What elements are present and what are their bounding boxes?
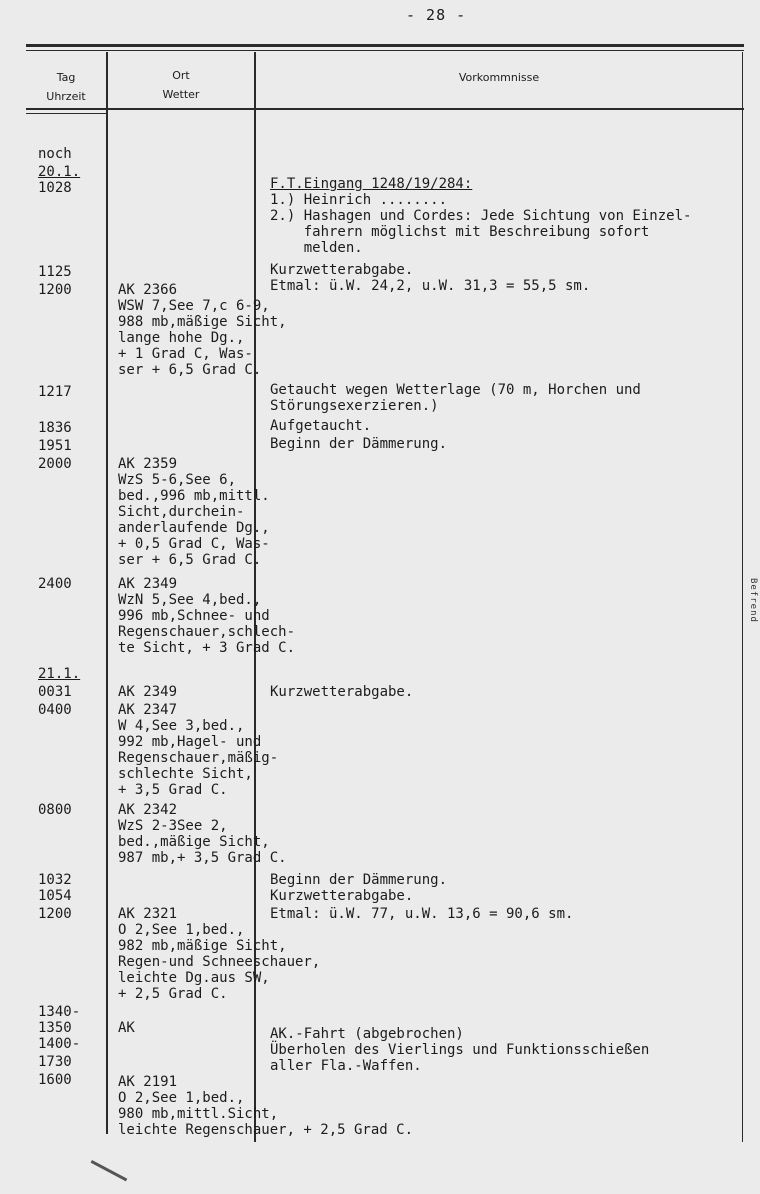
log-time: 1032 (38, 872, 72, 888)
log-weather-line: leichte Regenschauer, + 2,5 Grad C. (118, 1122, 414, 1138)
log-weather-line: 992 mb,Hagel- und (118, 734, 262, 750)
log-weather-line: AK 2347 (118, 702, 178, 718)
log-weather-line: AK 2191 (118, 1074, 178, 1090)
log-event-line: Beginn der Dämmerung. (270, 436, 448, 452)
log-time: 1400- (38, 1036, 81, 1052)
log-weather-line: WSW 7,See 7,c 6-9, (118, 298, 270, 314)
log-event-line: AK.-Fahrt (abgebrochen) (270, 1026, 464, 1042)
column-divider-1 (106, 52, 108, 1134)
log-time: 1125 (38, 264, 72, 280)
log-time: 21.1. (38, 666, 81, 682)
header-day-time: Tag Uhrzeit (46, 71, 86, 103)
page-number: - 28 - (406, 6, 467, 24)
log-weather-line: AK 2349 (118, 576, 178, 592)
log-weather-line: WzS 5-6,See 6, (118, 472, 237, 488)
log-weather-line: AK 2366 (118, 282, 178, 298)
log-event-line: Störungsexerzieren.) (270, 398, 439, 414)
log-weather-line: ser + 6,5 Grad C. (118, 362, 262, 378)
log-weather-line: AK 2349 (118, 684, 178, 700)
log-event-line: aller Fla.-Waffen. (270, 1058, 422, 1074)
log-time: 1217 (38, 384, 72, 400)
log-event-line: 2.) Hashagen und Cordes: Jede Sichtung von Einzel- (270, 208, 692, 224)
log-weather-line: ser + 6,5 Grad C. (118, 552, 262, 568)
top-rule (26, 44, 744, 47)
margin-note: Befrend (748, 578, 758, 623)
log-event-line: 1.) Heinrich ........ (270, 192, 448, 208)
log-weather-line: + 3,5 Grad C. (118, 782, 228, 798)
column-divider-right (742, 52, 743, 1142)
log-weather-line: leichte Dg.aus SW, (118, 970, 270, 986)
log-weather-line: Regenschauer,schlech- (118, 624, 296, 640)
log-weather-line: Regenschauer,mäßig- (118, 750, 279, 766)
log-event-line: Aufgetaucht. (270, 418, 372, 434)
log-event-line: Kurzwetterabgabe. (270, 684, 414, 700)
log-event-line: Etmal: ü.W. 77, u.W. 13,6 = 90,6 sm. (270, 906, 574, 922)
log-time: 0031 (38, 684, 72, 700)
log-weather-line: Sicht,durchein- (118, 504, 245, 520)
log-weather-line: W 4,See 3,bed., (118, 718, 245, 734)
log-weather-line: AK 2342 (118, 802, 178, 818)
log-event-line: F.T.Eingang 1248/19/284: (270, 176, 473, 192)
top-rule-thin (26, 50, 744, 51)
log-weather-line: WzS 2-3See 2, (118, 818, 228, 834)
log-weather-line: 996 mb,Schnee- und (118, 608, 270, 624)
log-weather-line: WzN 5,See 4,bed., (118, 592, 262, 608)
log-weather-line: AK (118, 1020, 135, 1036)
header-rule-thin (26, 113, 106, 114)
log-time: 1028 (38, 180, 72, 196)
log-weather-line: lange hohe Dg., (118, 330, 245, 346)
log-time: noch (38, 146, 72, 162)
log-weather-line: 982 mb,mäßige Sicht, (118, 938, 287, 954)
log-event-line: Kurzwetterabgabe. (270, 262, 414, 278)
log-weather-line: 988 mb,mäßige Sicht, (118, 314, 287, 330)
log-event-line: Getaucht wegen Wetterlage (70 m, Horchen und (270, 382, 641, 398)
log-time: 1200 (38, 282, 72, 298)
log-time: 1054 (38, 888, 72, 904)
log-weather-line: O 2,See 1,bed., (118, 1090, 245, 1106)
log-weather-line: + 1 Grad C, Was- (118, 346, 253, 362)
log-weather-line: schlechte Sicht, (118, 766, 253, 782)
log-time: 1340- (38, 1004, 81, 1020)
log-time: 1951 (38, 438, 72, 454)
log-weather-line: 980 mb,mittl.Sicht, (118, 1106, 279, 1122)
log-time: 0800 (38, 802, 72, 818)
log-weather-line: te Sicht, + 3 Grad C. (118, 640, 296, 656)
log-time: 1836 (38, 420, 72, 436)
log-weather-line: bed.,996 mb,mittl. (118, 488, 270, 504)
log-weather-line: anderlaufende Dg., (118, 520, 270, 536)
log-weather-line: AK 2321 (118, 906, 178, 922)
log-time: 0400 (38, 702, 72, 718)
log-time: 20.1. (38, 164, 81, 180)
log-weather-line: Regen-und Schneeschauer, (118, 954, 321, 970)
log-weather-line: + 0,5 Grad C, Was- (118, 536, 270, 552)
log-time: 2400 (38, 576, 72, 592)
log-time: 1730 (38, 1054, 72, 1070)
log-weather-line: bed.,mäßige Sicht, (118, 834, 270, 850)
log-time: 1350 (38, 1020, 72, 1036)
log-event-line: Überholen des Vierlings und Funktionsschießen (270, 1042, 650, 1058)
log-weather-line: O 2,See 1,bed., (118, 922, 245, 938)
log-weather-line: + 2,5 Grad C. (118, 986, 228, 1002)
log-weather-line: AK 2359 (118, 456, 178, 472)
header-events: Vorkommnisse (458, 71, 540, 84)
log-weather-line: 987 mb,+ 3,5 Grad C. (118, 850, 287, 866)
log-time: 2000 (38, 456, 72, 472)
log-event-line: melden. (270, 240, 363, 256)
header-rule (26, 108, 744, 110)
pen-tip-mark (84, 1160, 127, 1194)
log-time: 1200 (38, 906, 72, 922)
log-event-line: Etmal: ü.W. 24,2, u.W. 31,3 = 55,5 sm. (270, 278, 591, 294)
log-event-line: Kurzwetterabgabe. (270, 888, 414, 904)
log-time: 1600 (38, 1072, 72, 1088)
log-event-line: fahrern möglichst mit Beschreibung sofort (270, 224, 650, 240)
header-place-weather: Ort Wetter (162, 69, 200, 101)
log-event-line: Beginn der Dämmerung. (270, 872, 448, 888)
